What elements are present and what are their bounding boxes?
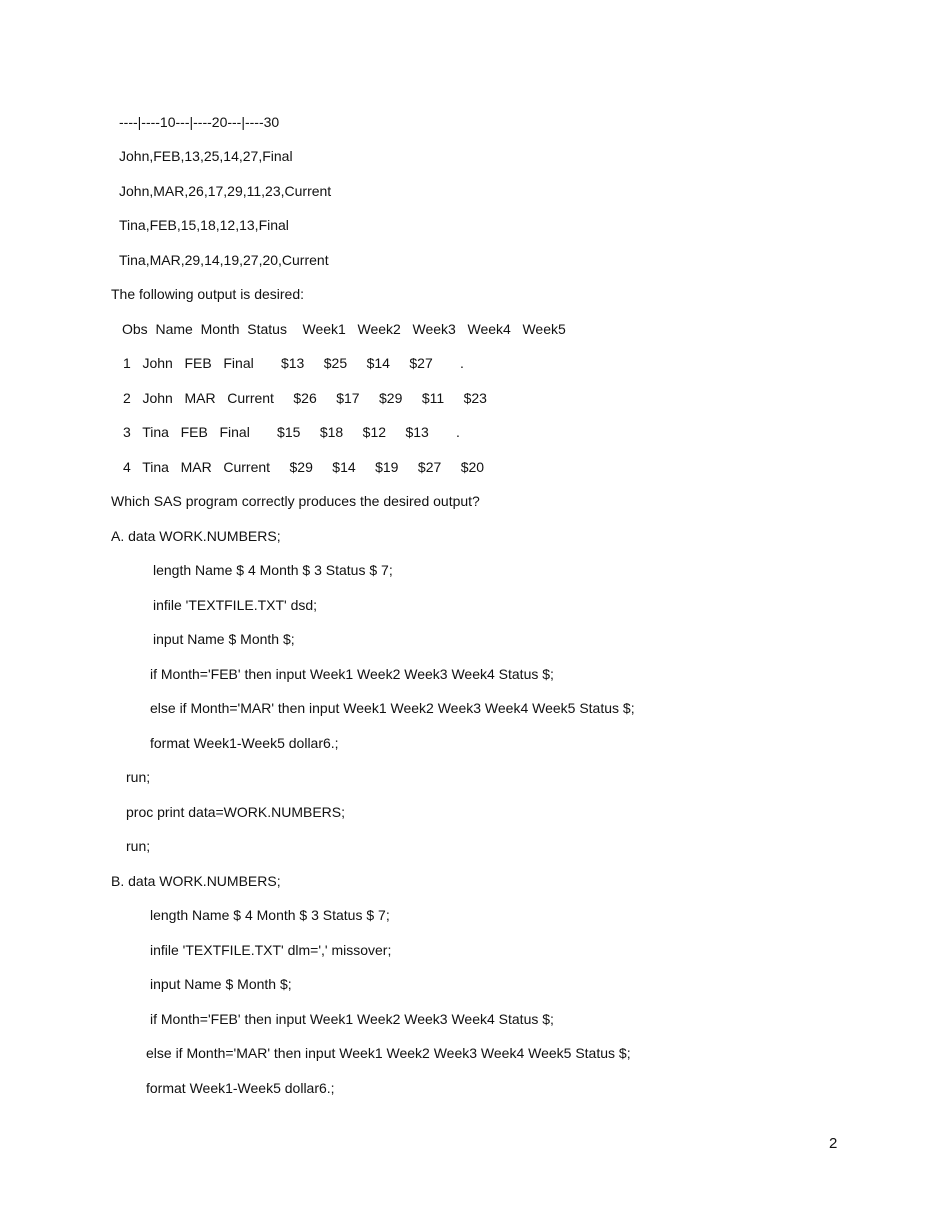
option-a-code-line: else if Month='MAR' then input Week1 Week2 Week3 Week4 Week5 Status $;: [150, 700, 635, 716]
option-b-code-line: else if Month='MAR' then input Week1 Week2 Week3 Week4 Week5 Status $;: [146, 1045, 631, 1061]
question-text: Which SAS program correctly produces the desired output?: [111, 493, 480, 509]
output-intro: The following output is desired:: [111, 286, 304, 302]
option-b-code-line: infile 'TEXTFILE.TXT' dlm=',' missover;: [150, 942, 392, 958]
output-row: 4 Tina MAR Current $29 $14 $19 $27 $20: [123, 459, 485, 475]
page-number: 2: [829, 1135, 838, 1152]
option-a-head: A. data WORK.NUMBERS;: [111, 528, 281, 544]
option-a-code-line: proc print data=WORK.NUMBERS;: [126, 804, 346, 820]
option-b-code-line: format Week1-Week5 dollar6.;: [146, 1080, 335, 1096]
option-b-head: B. data WORK.NUMBERS;: [111, 873, 281, 889]
option-a-code-line: run;: [126, 838, 151, 854]
option-a-code-line: length Name $ 4 Month $ 3 Status $ 7;: [153, 562, 393, 578]
output-row: 1 John FEB Final $13 $25 $14 $27 .: [123, 355, 464, 371]
option-a-code-line: input Name $ Month $;: [153, 631, 295, 647]
option-b-code-line: if Month='FEB' then input Week1 Week2 Week3 Week4 Status $;: [150, 1011, 554, 1027]
option-a-code-line: format Week1-Week5 dollar6.;: [150, 735, 339, 751]
output-row: 2 John MAR Current $26 $17 $29 $11 $23: [123, 390, 487, 406]
option-b-code-line: input Name $ Month $;: [150, 976, 292, 992]
data-line: Tina,MAR,29,14,19,27,20,Current: [119, 252, 329, 268]
output-row: 3 Tina FEB Final $15 $18 $12 $13 .: [123, 424, 460, 440]
ruler-line: ----|----10---|----20---|----30: [119, 114, 280, 130]
data-line: John,FEB,13,25,14,27,Final: [119, 148, 293, 164]
option-a-code-line: infile 'TEXTFILE.TXT' dsd;: [153, 597, 318, 613]
output-header: Obs Name Month Status Week1 Week2 Week3 Week4 Week5: [122, 321, 566, 337]
option-a-code-line: run;: [126, 769, 151, 785]
data-line: John,MAR,26,17,29,11,23,Current: [119, 183, 332, 199]
data-line: Tina,FEB,15,18,12,13,Final: [119, 217, 289, 233]
option-a-code-line: if Month='FEB' then input Week1 Week2 Week3 Week4 Status $;: [150, 666, 554, 682]
option-b-code-line: length Name $ 4 Month $ 3 Status $ 7;: [150, 907, 390, 923]
